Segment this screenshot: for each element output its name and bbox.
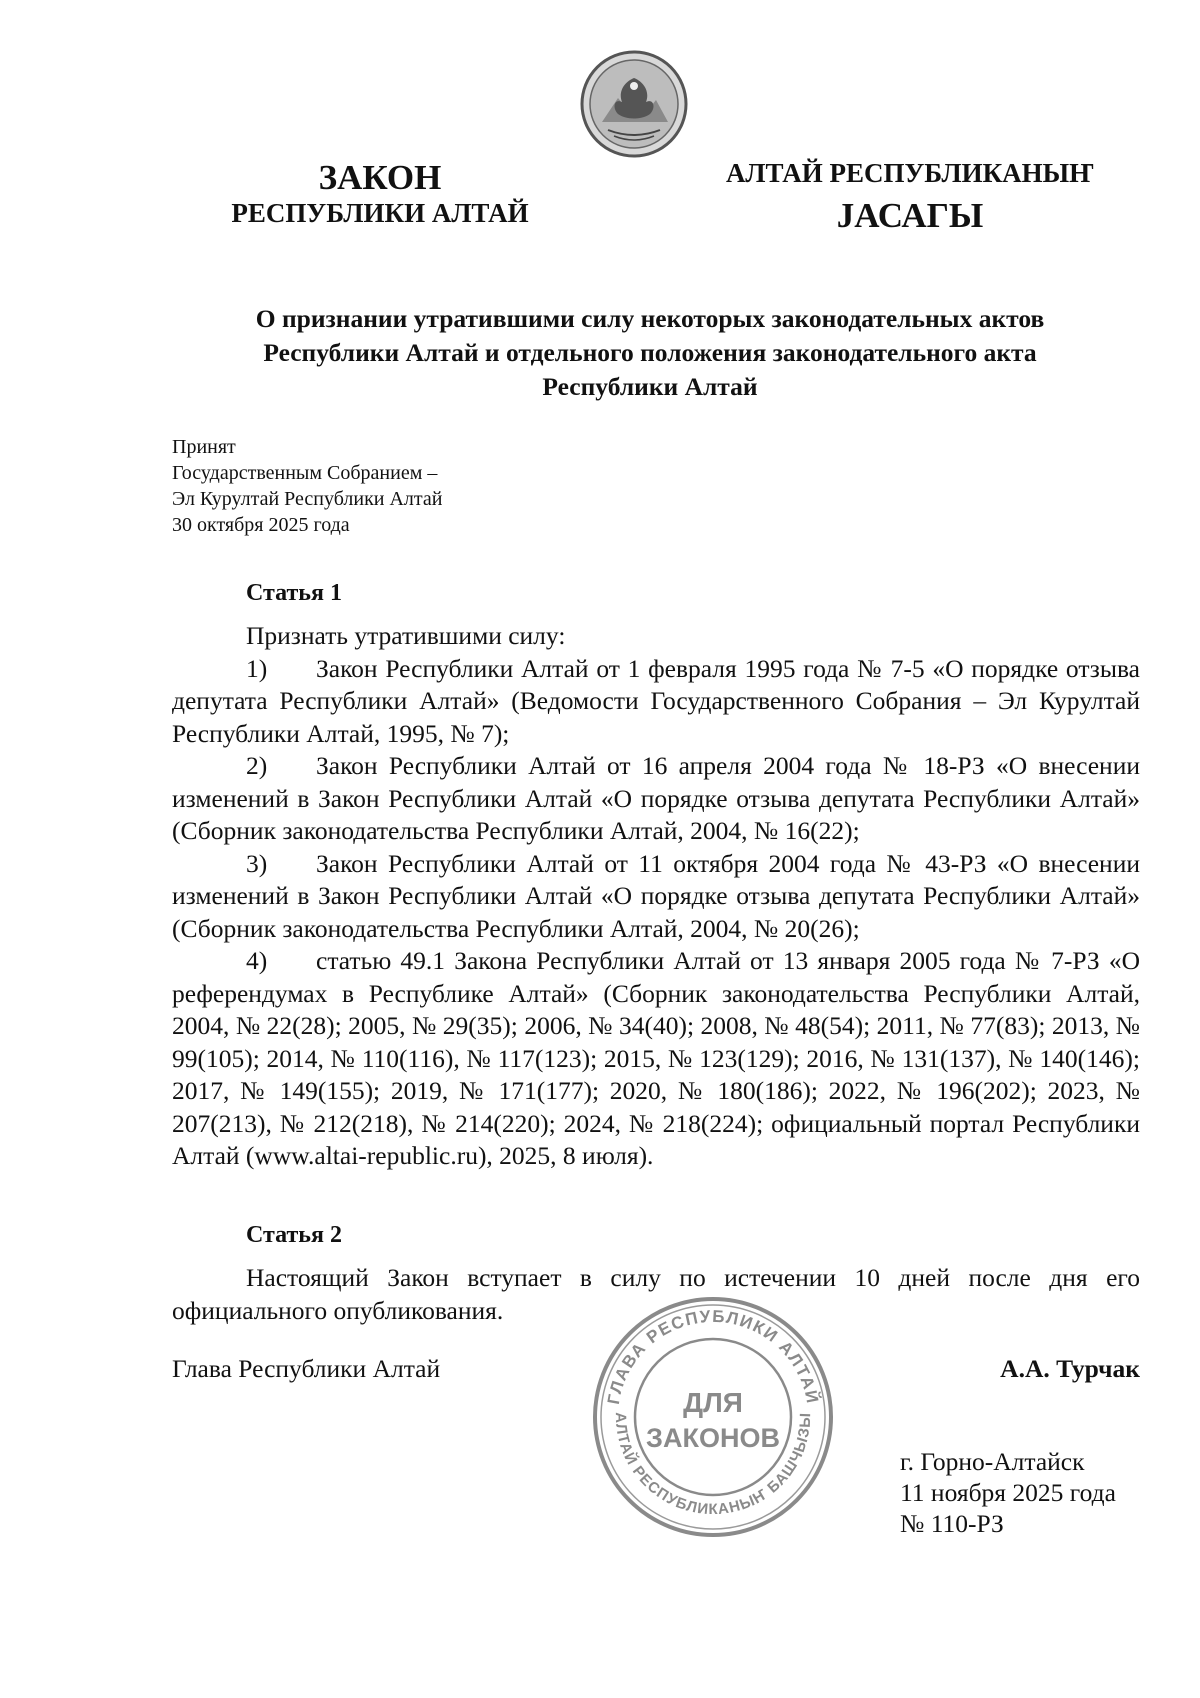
item-number: 3): [246, 848, 268, 878]
law-title-ru: ЗАКОН: [318, 158, 442, 197]
document-title-line: О признании утратившими силу некоторых законодательных актов: [255, 304, 1045, 333]
adoption-block: [172, 434, 442, 538]
official-stamp: [588, 1292, 838, 1542]
article-1-intro: Признать утратившими силу:: [246, 621, 566, 650]
signatory-name: А.А. Турчак: [1000, 1354, 1140, 1383]
stamp-ring-bottom: АЛТАЙ РЕСПУБЛИКАНЫҤ БАШЧЫЗЫ: [611, 1411, 815, 1519]
adoption-line: Принят: [172, 436, 236, 458]
stamp-center-line1: ДЛЯ: [683, 1387, 743, 1418]
place-date-block: [900, 1446, 1116, 1539]
article-1-item: [172, 750, 1140, 848]
signing-date: 11 ноября 2025 года: [900, 1478, 1116, 1507]
signatory-position: Глава Республики Алтай: [172, 1354, 441, 1383]
article-2-heading: Статья 2: [246, 1222, 342, 1248]
adoption-line: Государственным Собранием –: [172, 462, 438, 484]
article-1-heading: Статья 1: [246, 580, 342, 606]
item-text: Закон Республики Алтай от 11 октября 2004 года № 43-РЗ «О внесении изменений в Закон Республики Алтай «О порядке отзыва депутата Республики Алтай» (Сборник законодательства Республики Алтай, 2004, № 20(26);: [172, 848, 1140, 943]
document-title: [170, 302, 1130, 404]
stamp-center-line2: ЗАКОНОВ: [646, 1423, 780, 1453]
article-1-body: [172, 620, 1140, 1173]
item-number: 1): [246, 653, 268, 683]
item-text: Закон Республики Алтай от 16 апреля 2004 года № 18-РЗ «О внесении изменений в Закон Республики Алтай «О порядке отзыва депутата Республики Алтай» (Сборник законодательства Республики Алтай, 2004, № 16(22);: [172, 751, 1140, 845]
stamp-ring-top: ГЛАВА РЕСПУБЛИКИ АЛТАЙ: [603, 1306, 823, 1406]
adoption-line: Эл Курултай Республики Алтай: [172, 488, 443, 510]
law-number: № 110-РЗ: [900, 1509, 1004, 1538]
emblem-icon: [578, 48, 690, 160]
document-title-line: Республики Алтай: [542, 372, 758, 401]
article-2-text: Настоящий Закон вступает в силу по истечении 10 дней после дня его официального опубликования.: [172, 1263, 1140, 1325]
coat-of-arms-emblem: [578, 48, 690, 160]
republic-name-alt: АЛТАЙ РЕСПУБЛИКАНЫҤ: [725, 158, 1095, 188]
place-city: г. Горно-Алтайск: [900, 1447, 1085, 1476]
law-title-alt: ЈАСАГЫ: [836, 196, 984, 235]
article-1-item: [172, 945, 1140, 1173]
item-number: 2): [246, 751, 268, 780]
document-title-line: Республики Алтай и отдельного положения законодательного акта: [263, 338, 1037, 367]
adoption-date: 30 октября 2025 года: [172, 514, 350, 536]
stamp-seal-icon: [588, 1292, 838, 1542]
item-number: 4): [246, 946, 268, 975]
item-text: Закон Республики Алтай от 1 февраля 1995 года № 7-5 «О порядке отзыва депутата Республики Алтай» (Ведомости Государственного Собрания – Эл Курултай Республики Алтай, 1995, № 7);: [172, 653, 1140, 748]
article-1-item: [172, 653, 1140, 751]
item-text: статью 49.1 Закона Республики Алтай от 13 января 2005 года № 7-РЗ «О референдумах в Республике Алтай» (Сборник законодательства Республики Алтай, 2004, № 22(28); 2005, № 29(35); 2006, № 34(40); 2008, № 48(54); 2011, № 77(83); 2013, № 99(105); 2014, № 110(116), № 117(123); 2015, № 123(129); 2016, № 131(137), № 140(146); 2017, № 149(155); 2019, № 171(177); 2020, № 180(186); 2022, № 196(202); 2023, № 207(213), № 212(218), № 214(220); 2024, № 218(224); официальный портал Республики Алтай (www.altai-republic.ru), 2025, 8 июля).: [172, 946, 1140, 1170]
article-1-item: [172, 848, 1140, 946]
republic-name-ru: РЕСПУБЛИКИ АЛТАЙ: [231, 198, 529, 228]
